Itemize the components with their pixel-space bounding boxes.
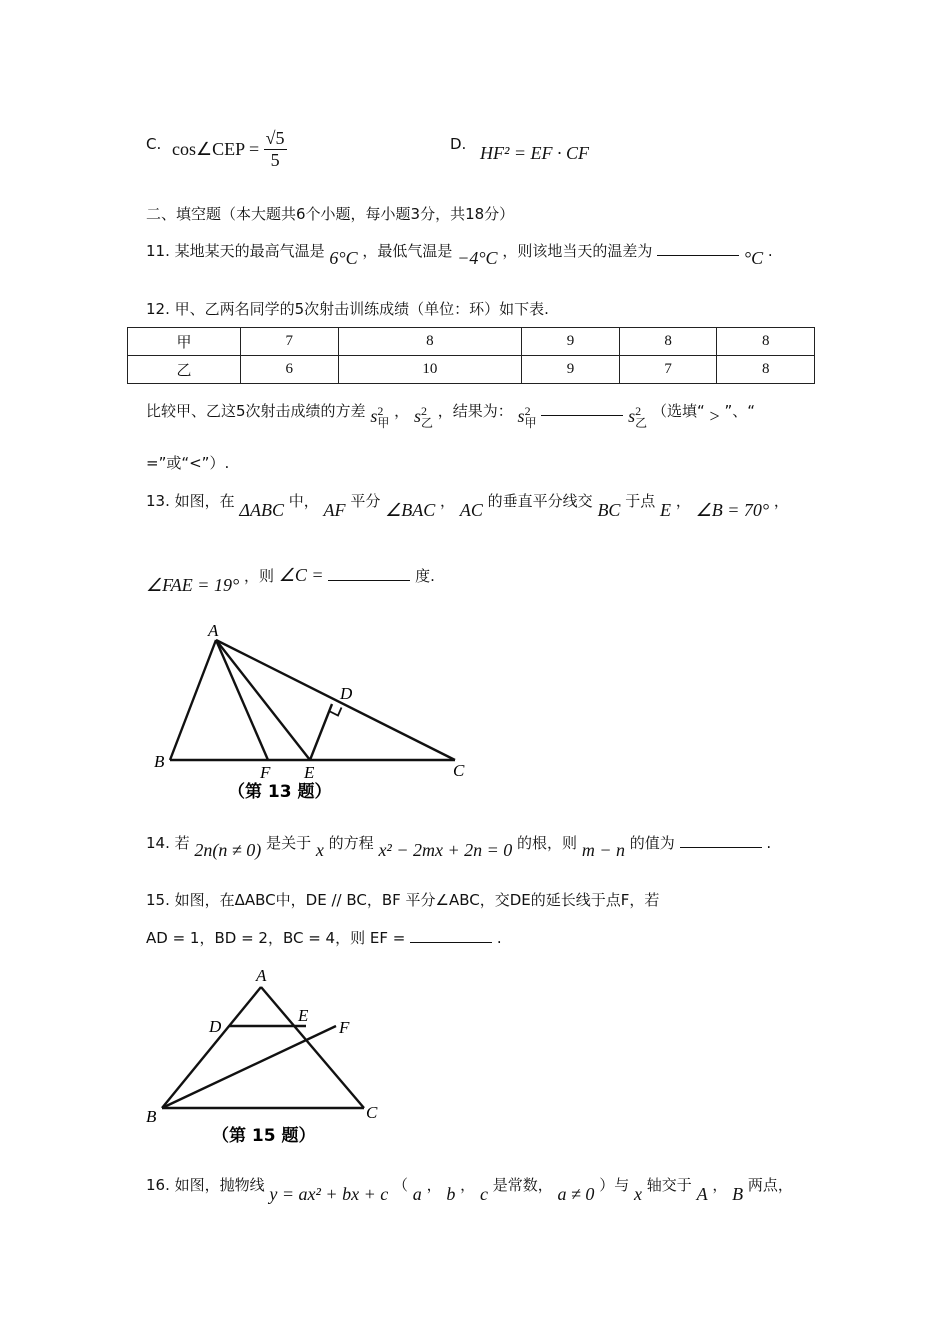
fig13-label-c: C: [453, 761, 465, 780]
figure-15: [140, 963, 400, 1153]
question-13-line2: [146, 565, 435, 595]
q12-text-2: ，结果为：: [437, 402, 513, 420]
q14-equation: x² − 2mx + 2n = 0: [378, 840, 513, 860]
fig13-caption: （第 13 题）: [228, 782, 332, 802]
q15-end: .: [496, 929, 502, 947]
q16-x: x: [633, 1184, 642, 1204]
fig13-label-e: E: [304, 763, 315, 782]
q12-gt: >: [709, 406, 720, 426]
q16-text-3: ，: [426, 1176, 442, 1194]
q16-text-7: 轴交于: [646, 1176, 692, 1194]
question-15-line1: 15. 如图，在ΔABC中，DE // BC，BF 平分∠ABC，交DE的延长线于点F，若: [146, 891, 660, 909]
option-c-label: C.: [146, 135, 162, 153]
q16-condition: a ≠ 0: [557, 1184, 595, 1204]
q16-text-1: 16. 如图，抛物线: [146, 1176, 265, 1194]
option-c-expr: cos∠CEP =: [172, 139, 260, 159]
q14-text-1: 14. 若: [146, 834, 190, 852]
q11-text-2: ，最低气温是: [362, 242, 453, 260]
table-cell: 8: [338, 328, 522, 356]
q13-answer-blank[interactable]: [328, 579, 410, 581]
q13-text-1: 13. 如图，在: [146, 492, 235, 510]
q13-text-4: ，: [440, 492, 456, 510]
q13-bc: BC: [597, 500, 621, 520]
q12-text-4: ”、“: [724, 402, 755, 420]
q16-b: b: [446, 1184, 456, 1204]
fig15-label-d: D: [209, 1017, 222, 1036]
fig15-label-c: C: [366, 1103, 378, 1122]
q11-unit: °C: [743, 248, 764, 268]
q12-text-1: 比较甲、乙这5次射击成绩的方差: [146, 402, 366, 420]
table-cell: 9: [522, 328, 620, 356]
q12-answer-blank[interactable]: [541, 414, 623, 416]
s-jia-squared: $s^2_甲$: [370, 404, 390, 430]
fig15-label-f: F: [339, 1018, 350, 1037]
q13-text-5: 的垂直平分线交: [487, 492, 593, 510]
q14-end: .: [766, 834, 772, 852]
q16-c: c: [479, 1184, 488, 1204]
q13-text-10: 度.: [415, 567, 435, 585]
table-cell: 7: [241, 328, 339, 356]
fig15-label-b: B: [146, 1107, 157, 1126]
table-cell: 8: [717, 356, 815, 384]
option-c-fraction: [264, 128, 287, 171]
table-cell: 6: [241, 356, 339, 384]
fig15-label-a: A: [256, 966, 267, 985]
q11-answer-blank[interactable]: [657, 254, 739, 256]
q15-answer-blank[interactable]: [410, 941, 492, 943]
fig13-label-d: D: [340, 684, 353, 703]
s-yi-squared: $s^2_乙$: [413, 404, 433, 430]
question-13-line1: [146, 490, 789, 520]
q13-e: E: [660, 500, 672, 520]
q11-text-3: ，则该地当天的温差为: [502, 242, 653, 260]
option-c-formula: [172, 128, 287, 171]
fig15-label-e: E: [298, 1006, 309, 1025]
fig13-label-a: A: [208, 621, 219, 640]
option-d-formula: HF² = EF · CF: [480, 143, 590, 163]
q14-root: 2n(n ≠ 0): [194, 840, 262, 860]
question-12-intro: 12. 甲、乙两名同学的5次射击训练成绩（单位：环）如下表.: [146, 300, 549, 318]
s-yi-squared-2: $s^2_乙$: [628, 404, 648, 430]
q14-expression: m − n: [581, 840, 625, 860]
fig15-caption: （第 15 题）: [212, 1126, 316, 1146]
section-heading: 二、填空题（本大题共6个小题，每小题3分，共18分）: [146, 205, 515, 223]
q16-a: a: [412, 1184, 422, 1204]
q16-point-b: B: [732, 1184, 744, 1204]
q11-text-1: 11. 某地某天的最高气温是: [146, 242, 325, 260]
question-16: [146, 1174, 793, 1204]
q16-text-5: 是常数，: [492, 1176, 553, 1194]
q16-text-6: ）与: [599, 1176, 630, 1194]
q13-text-2: 中，: [288, 492, 319, 510]
question-12-compare: [146, 398, 755, 430]
table-cell: 7: [619, 356, 717, 384]
q16-text-8: ，: [712, 1176, 728, 1194]
q13-text-8: ，: [773, 492, 789, 510]
q13-triangle: ΔABC: [239, 500, 284, 520]
q13-angle-c: ∠C =: [278, 565, 324, 585]
q13-ac: AC: [459, 500, 483, 520]
table-row-jia: [128, 328, 815, 356]
q14-text-4: 的根，则: [517, 834, 578, 852]
s-jia-squared-2: $s^2_甲$: [517, 404, 537, 430]
q13-angle-fae: ∠FAE = 19°: [146, 575, 240, 595]
q15-text: AD = 1，BD = 2，BC = 4，则 EF =: [146, 929, 406, 947]
table-cell: 8: [619, 328, 717, 356]
option-d-label: D.: [450, 135, 467, 153]
q13-angle-b: ∠B = 70°: [695, 500, 770, 520]
q14-text-2: 是关于: [266, 834, 312, 852]
q13-text-9: ，则: [243, 567, 274, 585]
fig13-label-b: B: [154, 752, 165, 771]
q12-sep: ，: [394, 402, 410, 420]
table-cell: 甲: [128, 328, 241, 356]
option-c-denominator: 5: [270, 150, 280, 170]
q13-text-6: 于点: [625, 492, 656, 510]
figure-13: [150, 620, 480, 810]
table-cell: 8: [717, 328, 815, 356]
q14-x: x: [315, 840, 324, 860]
q14-text-5: 的值为: [629, 834, 675, 852]
q13-af: AF: [323, 500, 346, 520]
q11-min-temp: −4°C: [457, 248, 498, 268]
table-cell: 9: [522, 356, 620, 384]
q13-text-7: ，: [675, 492, 691, 510]
q16-text-2: （: [392, 1176, 408, 1194]
table-cell: 10: [338, 356, 522, 384]
q11-end: .: [767, 242, 773, 260]
q16-point-a: A: [696, 1184, 708, 1204]
q13-text-3: 平分: [350, 492, 381, 510]
question-15-line2: [146, 927, 502, 948]
option-c-numerator: √5: [265, 128, 285, 148]
fig13-label-f: F: [260, 763, 271, 782]
q14-answer-blank[interactable]: [680, 846, 762, 848]
q16-equation: y = ax² + bx + c: [269, 1184, 389, 1204]
q11-max-temp: 6°C: [329, 248, 358, 268]
q16-text-4: ，: [460, 1176, 476, 1194]
question-12-line2: =”或“<”）.: [146, 454, 230, 472]
scores-table: [127, 327, 815, 384]
table-row-yi: [128, 356, 815, 384]
question-11: [146, 240, 773, 268]
q14-text-3: 的方程: [328, 834, 374, 852]
q12-text-3: （选填“: [651, 402, 705, 420]
q16-text-9: 两点，: [747, 1176, 793, 1194]
q13-angle-bac: ∠BAC: [385, 500, 436, 520]
question-14: [146, 832, 772, 860]
table-cell: 乙: [128, 356, 241, 384]
